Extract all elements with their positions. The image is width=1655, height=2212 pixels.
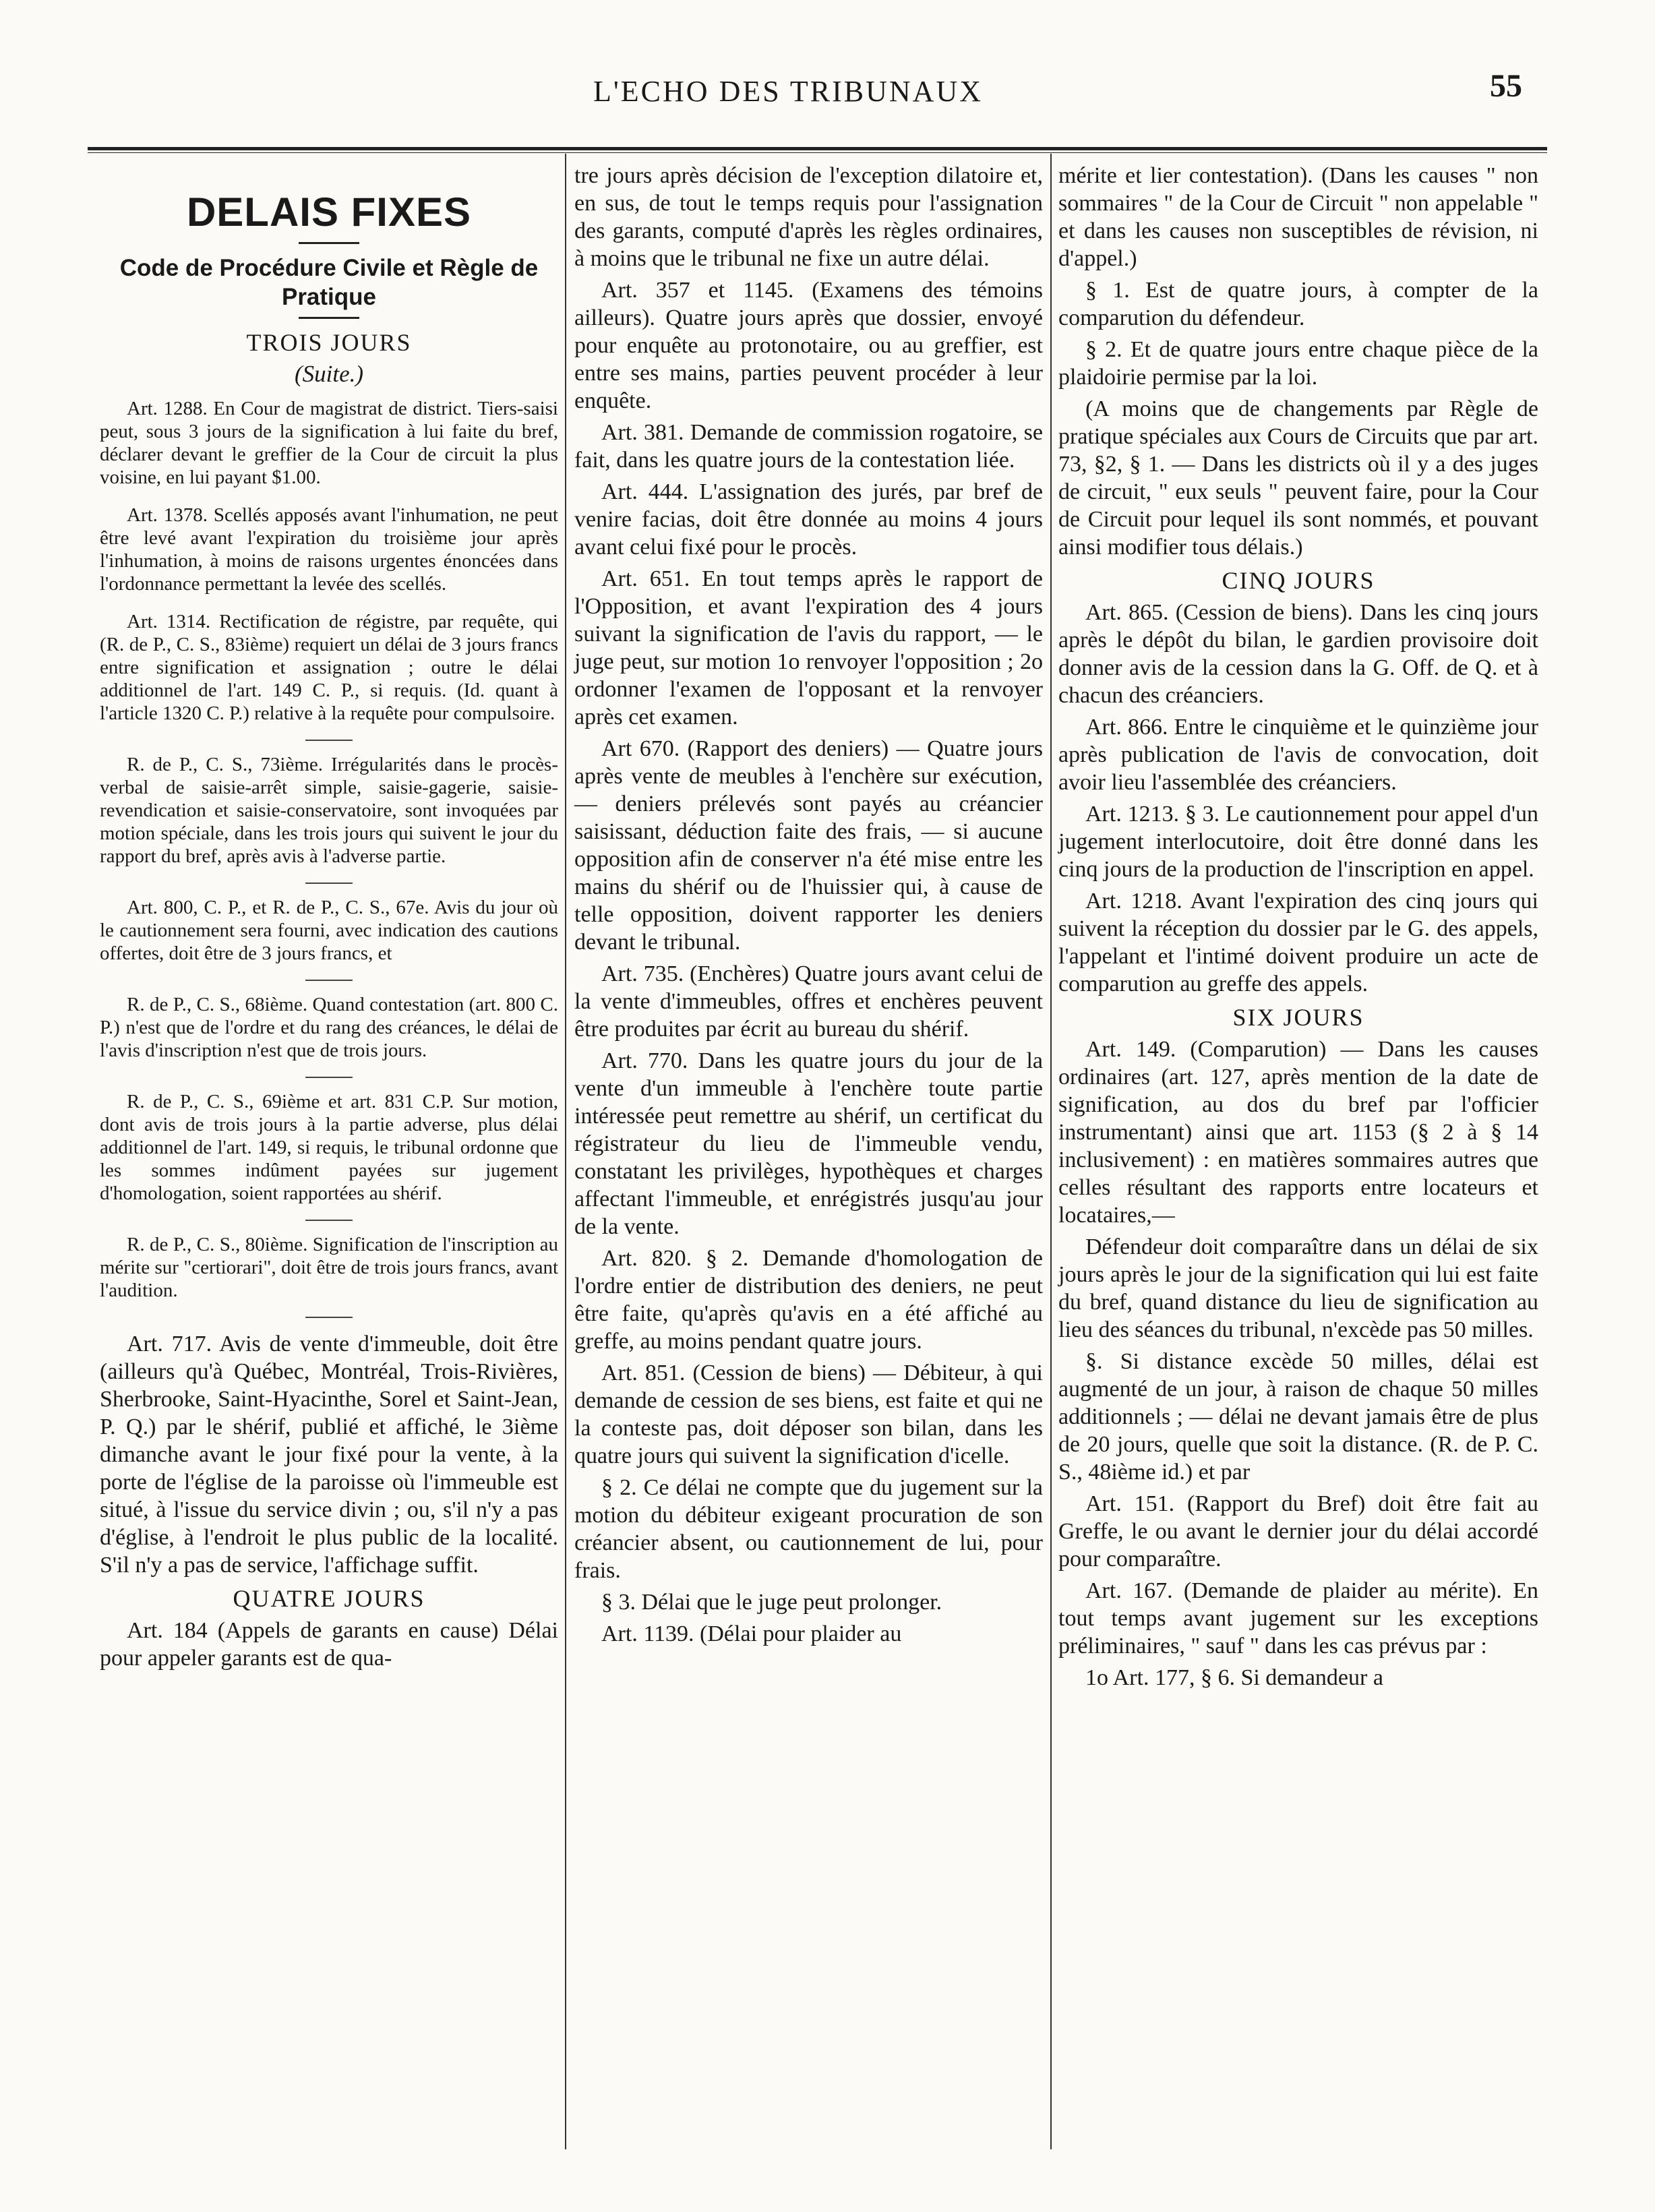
paragraph-art-167: Art. 167. (Demande de plaider au mérite). En tout temps avant jugement sur les exceptions préliminaires, " sauf " dans les cas prévus par :	[1058, 1578, 1538, 1658]
separator	[305, 1077, 353, 1078]
header-rule	[88, 147, 1547, 150]
paragraph-art-149: Art. 149. (Comparution) — Dans les causes ordinaires (art. 127, après mention de la date de signification, au dos du bref par l'officier instrumentant) ainsi que art. 1153 (§ 2 à § 14 inclusivement) : en matières sommaires autres que celles résultant des rapports entre locateurs et locataires,—	[1058, 1037, 1538, 1228]
section-heading-trois-jours: TROIS JOURS	[246, 329, 412, 356]
paragraph-art-1314: Art. 1314. Rectification de régistre, par requête, qui (R. de P., C. S., 83ième) requiert un délai de 3 jours francs entre signification et assignation ; outre le délai additionnel de l'art. 149 C. P., si requis. (Id. quant à l'article 1320 C. P.) relative à la requête pour compulsoire.	[100, 611, 558, 724]
separator	[305, 740, 353, 741]
paragraph-art-800: Art. 800, C. P., et R. de P., C. S., 67e. Avis du jour où le cautionnement sera fourni, avec indication des cautions offertes, doit être de 3 jours francs, et	[100, 897, 558, 964]
article-subtitle: Code de Procédure Civile et Règle de Pratique	[119, 255, 539, 310]
paragraph-rp-68: R. de P., C. S., 68ième. Quand contestation (art. 800 C. P.) n'est que de l'ordre et du rang des créances, le délai de l'avis d'inscription n'est que de trois jours.	[100, 994, 558, 1061]
separator	[305, 883, 353, 884]
column-1	[100, 162, 558, 1676]
column-divider-2	[1050, 154, 1052, 2149]
paragraph-art-717: Art. 717. Avis de vente d'immeuble, doit être (ailleurs qu'à Québec, Montréal, Trois-Rivières, Sherbrooke, Saint-Hyacinthe, Sorel et Saint-Jean, P. Q.) par le shérif, publié et affiché, le 3ième dimanche avant le jour fixé pour la vente, à la porte de l'église de la paroisse où l'immeuble est situé, à l'issue du service divin ; ou, s'il n'y a pas d'église, à l'endroit le plus public de la localité. S'il n'y a pas de service, l'affichage suffit.	[100, 1332, 558, 1578]
article-title: DELAIS FIXES	[186, 189, 472, 235]
paragraph-art-851-s3: § 3. Délai que le juge peut prolonger.	[601, 1590, 942, 1615]
paragraph-continued: tre jours après décision de l'exception dilatoire et, en sus, de tout le temps requis pour l'assignation des garants, computé d'après les règles ordinaires, à moins que le tribunal ne fixe un autre délai.	[574, 163, 1043, 271]
paragraph-rp-73: R. de P., C. S., 73ième. Irrégularités dans le procès-verbal de saisie-arrêt simple, saisie-gagerie, saisie-revendication et saisie-conservatoire, sont invoquées par motion spéciale, dans les trois jours qui suivent le jour du rapport du bref, après avis à l'adverse partie.	[100, 754, 558, 867]
paragraph-defendeur: Défendeur doit comparaître dans un délai de six jours après le jour de la signification qui lui est faite du bref, quand distance du lieu de signification au lieu des séances du tribunal, n'excède pas 50 milles.	[1058, 1234, 1538, 1342]
paragraph-art-770: Art. 770. Dans les quatre jours du jour de la vente d'un immeuble à l'enchère toute partie intéressée peut remettre au shérif, un certificat du régistrateur du lieu de l'immeuble vendu, constatant les privilèges, hypothèques et charges affectant l'immeuble, et enrégistrés jusqu'au jour de la vente.	[574, 1048, 1043, 1239]
paragraph-art-1139: Art. 1139. (Délai pour plaider au	[601, 1621, 902, 1646]
paragraph-continued: mérite et lier contestation). (Dans les causes " non sommaires " de la Cour de Circuit " non appelable " et dans les causes non susceptibles de révision, ni d'appel.)	[1058, 163, 1538, 271]
paragraph-s1: § 1. Est de quatre jours, à compter de la comparution du défendeur.	[1058, 278, 1538, 330]
paragraph-art-851-s2: § 2. Ce délai ne compte que du jugement sur la motion du débiteur exigeant procuration de son créancier absent, ou cautionnement de lui, pour frais.	[574, 1475, 1043, 1583]
paragraph-distance: §. Si distance excède 50 milles, délai est augmenté de un jour, à raison de chaque 50 milles additionnels ; — délai ne devant jamais être de plus de 20 jours, quelle que soit la distance. (R. de P. C. S., 48ième id.) et par	[1058, 1349, 1538, 1485]
paragraph-art-381: Art. 381. Demande de commission rogatoire, se fait, dans les quatre jours de la contestation liée.	[574, 420, 1043, 473]
page-number: 55	[1490, 68, 1522, 104]
paragraph-art-866: Art. 866. Entre le cinquième et le quinzième jour après publication de l'avis de convocation, doit avoir lieu l'assemblée des créanciers.	[1058, 715, 1538, 795]
paragraph-art-851: Art. 851. (Cession de biens) — Débiteur, à qui demande de cession de ses biens, est faite et qui ne la conteste pas, doit déposer son bilan, dans les quatre jours qui suivent la signification d'icelle.	[574, 1361, 1043, 1468]
subtitle-rule	[299, 317, 359, 319]
separator	[305, 980, 353, 981]
paragraph-art-444: Art. 444. L'assignation des jurés, par bref de venire facias, doit être donnée au moins 4 jours avant celui fixé pour le procès.	[574, 479, 1043, 560]
paragraph-art-184: Art. 184 (Appels de garants en cause) Délai pour appeler garants est de qua-	[100, 1618, 558, 1671]
running-header: L'ECHO DES TRIBUNAUX	[593, 75, 984, 108]
paragraph-art-651: Art. 651. En tout temps après le rapport de l'Opposition, et avant l'expiration des 4 jours suivant la signification de l'avis du rapport, — le juge peut, sur motion 1o renvoyer l'opposition ; 2o ordonner l'examen de l'opposant et la renvoyer après cet examen.	[574, 566, 1043, 729]
section-heading-six-jours: SIX JOURS	[1232, 1004, 1364, 1031]
paragraph-s2: § 2. Et de quatre jours entre chaque pièce de la plaidoirie permise par la loi.	[1058, 337, 1538, 390]
paragraph-rp-69: R. de P., C. S., 69ième et art. 831 C.P. Sur motion, dont avis de trois jours à la partie adverse, plus délai additionnel de l'art. 149, si requis, le tribunal ordonne que les sommes indûment payées sur jugement d'homologation, soient rapportées au shérif.	[100, 1091, 558, 1204]
paragraph-art-1213: Art. 1213. § 3. Le cautionnement pour appel d'un jugement interlocutoire, doit être donné dans les cinq jours de la production de l'inscription en appel.	[1058, 802, 1538, 882]
paragraph-art-1218: Art. 1218. Avant l'expiration des cinq jours qui suivent la réception du dossier par le G. des appels, l'appelant et l'intimé doivent produire un acte de comparution au greffe des appels.	[1058, 889, 1538, 996]
column-3	[1058, 162, 1538, 1696]
paragraph-art-1378: Art. 1378. Scellés apposés avant l'inhumation, ne peut être levé avant l'expiration du troisième jour après l'inhumation, à moins de raisons urgentes énoncées dans l'ordonnance permettant la levée des scellés.	[100, 504, 558, 595]
paragraph-art-865: Art. 865. (Cession de biens). Dans les cinq jours après le dépôt du bilan, le gardien provisoire doit donner avis de la cession dans la G. Off. de Q. et à chacun des créanciers.	[1058, 600, 1538, 708]
column-divider-1	[565, 154, 566, 2149]
header-rule-thin	[88, 152, 1547, 153]
paragraph-art-1288: Art. 1288. En Cour de magistrat de district. Tiers-saisi peut, sous 3 jours de la signification à lui faite du bref, déclarer devant le greffier de la Cour de circuit la plus voisine, en lui payant $1.00.	[100, 398, 558, 488]
column-2	[574, 162, 1043, 1652]
paragraph-art-151: Art. 151. (Rapport du Bref) doit être fait au Greffe, le ou avant le dernier jour du délai accordé pour comparaître.	[1058, 1491, 1538, 1572]
paragraph-art-357: Art. 357 et 1145. (Examens des témoins ailleurs). Quatre jours après que dossier, envoyé pour enquête au protonotaire, ou au greffier, est entre ses mains, parties peuvent procéder à leur enquête.	[574, 278, 1043, 413]
paragraph-art-735: Art. 735. (Enchères) Quatre jours avant celui de la vente d'immeubles, offres et enchères peuvent être produites par écrit au bureau du shérif.	[574, 961, 1043, 1042]
paragraph-art-670: Art 670. (Rapport des deniers) — Quatre jours après vente de meubles à l'enchère sur exécution, — deniers prélevés sont payés au créancier saisissant, déduction faite des frais, — si aucune opposition afin de conserver n'a été mise entre les mains du shérif ou de l'huissier qui, à cause de telle opposition, doivent rapporter les deniers devant le tribunal.	[574, 736, 1043, 955]
section-heading-quatre-jours: QUATRE JOURS	[233, 1585, 425, 1612]
separator	[305, 1317, 353, 1318]
paragraph-art-177: 1o Art. 177, § 6. Si demandeur a	[1085, 1665, 1383, 1690]
paragraph-rp-80: R. de P., C. S., 80ième. Signification de l'inscription au mérite sur "certiorari", doit être de trois jours francs, avant l'audition.	[100, 1234, 558, 1301]
separator	[305, 1220, 353, 1221]
title-rule	[299, 242, 359, 244]
paragraph-note: (A moins que de changements par Règle de pratique spéciales aux Cours de Circuits que par art. 73, §2, § 1. — Dans les districts où il y a des juges de circuit, " eux seuls " peuvent faire, pour la Cour de Circuit pour lequel ils sont nommés, et pouvant ainsi modifier tous délais.)	[1058, 396, 1538, 560]
paragraph-art-820: Art. 820. § 2. Demande d'homologation de l'ordre entier de distribution des deniers, ne peut être faite, qu'après qu'avis en a été affiché au greffe, au moins pendant quatre jours.	[574, 1246, 1043, 1354]
suite-label: (Suite.)	[294, 361, 364, 387]
section-heading-cinq-jours: CINQ JOURS	[1222, 567, 1375, 594]
